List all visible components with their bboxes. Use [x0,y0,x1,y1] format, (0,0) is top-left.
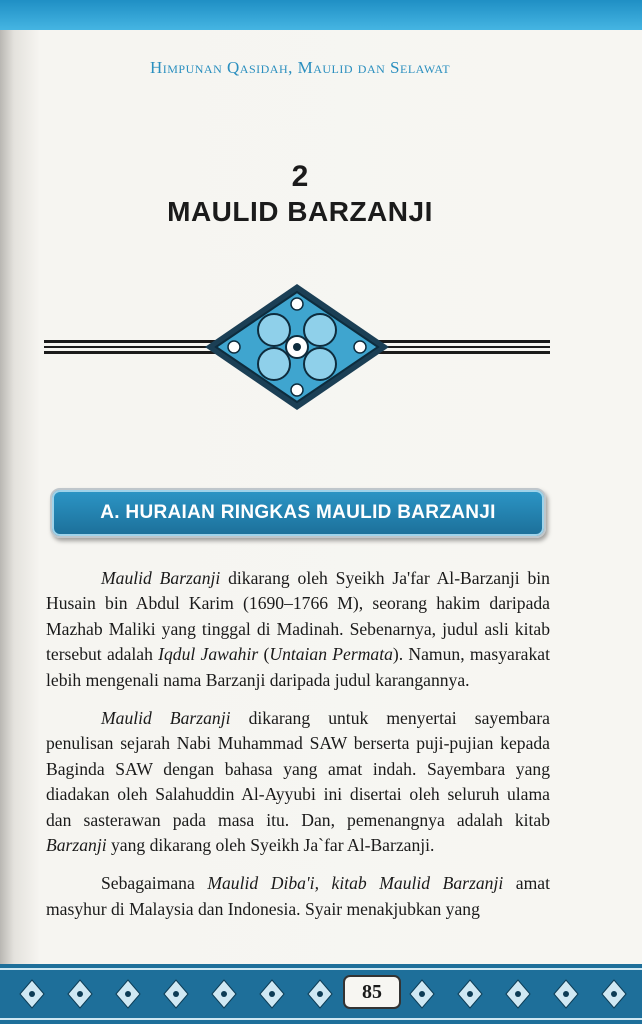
italic-text: Iqdul Jawahir [158,644,259,665]
text: Sebagaimana [101,873,208,894]
italic-text: Maulid Barzanji [101,568,221,588]
paragraph [46,706,550,858]
text: ( [258,644,270,665]
text: dikarang untuk menyertai sayembara penulisan sejarah Nabi Muhammad SAW berserta puji-pujian kepada Baginda SAW dengan bahasa yang amat indah. Sayembara yang diadakan oleh Salahuddin Al-Ayyubi ini disertai oleh seluruh ulama dan sasterawan pada masa itu. Dan, pemenangnya adalah kitab [46,708,550,830]
section-heading-banner [50,488,546,538]
top-color-bar [0,0,642,30]
chapter-number: 2 [291,160,309,193]
italic-text: Maulid Diba'i, kitab Maulid Barzanji [207,873,504,894]
paragraph [46,566,550,693]
arabesque-medallion-icon [44,282,550,412]
text: dikarang oleh Syeikh Ja'far Al-Barzanji bin Husain bin Abdul Karim (1690–1766 M), seorang hakim daripada Mazhab Maliki yang tinggal di Madinah. Sebenarnya, judul asli kitab tersebut adalah [46,568,550,665]
section-heading: A. HURAIAN RINGKAS MAULID BARZANJI [100,502,496,523]
body-text [46,566,550,935]
page-number: 85 [343,975,401,1009]
text: amat masyhur di Malaysia dan Indonesia. Syair menakjubkan yang [46,873,550,919]
text: ). Namun, masyarakat lebih mengenali nama Barzanji daripada judul karangannya. [46,644,550,690]
footer-band [0,964,642,1024]
chapter-title: MAULID BARZANJI [167,196,433,227]
italic-text: Barzanji [46,835,107,856]
italic-text: Maulid Barzanji [101,708,231,729]
paragraph [46,871,550,922]
ornamental-border-icon [0,964,642,1024]
text: yang dikarang oleh Syeikh Ja`far Al-Barzanji. [106,835,435,856]
italic-text: Untaian Permata [269,644,393,665]
running-header: Himpunan Qasidah, Maulid dan Selawat [149,58,451,77]
